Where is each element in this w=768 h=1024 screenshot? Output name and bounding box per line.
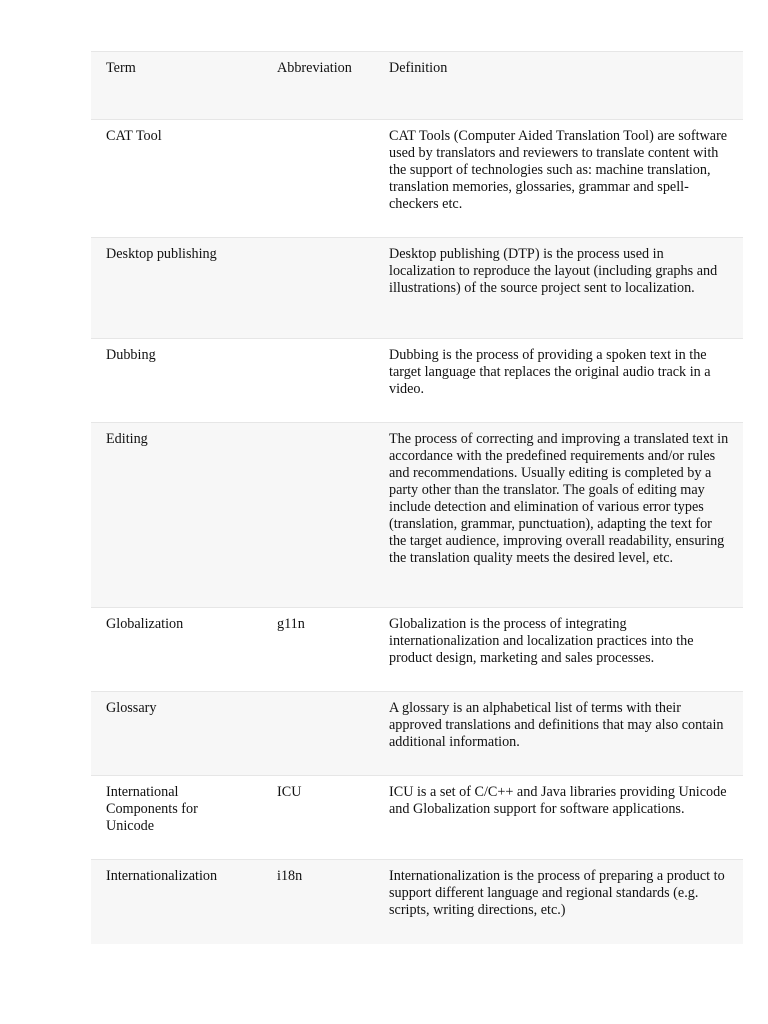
glossary-table (91, 51, 743, 944)
table-row (91, 423, 743, 608)
header-term: Term (106, 60, 136, 76)
header-abbreviation: Abbreviation (277, 60, 352, 76)
abbreviation-cell (262, 339, 374, 423)
term-cell: Glossary (106, 700, 157, 716)
abbreviation-cell (262, 692, 374, 776)
header-definition: Definition (389, 60, 448, 76)
term-cell: Internationalization (106, 868, 218, 884)
table-row (91, 692, 743, 776)
table-header-row (91, 52, 743, 120)
definition-cell: Dubbing is the process of providing a spoken text in the target language that replaces the original audio track in a video. (389, 347, 711, 397)
definition-cell: Desktop publishing (DTP) is the process used in localization to reproduce the layout (including graphs and illustrations) of the source project sent to localization. (389, 246, 718, 296)
abbreviation-cell (262, 120, 374, 238)
definition-cell: ICU is a set of C/C++ and Java libraries providing Unicode and Globalization support for software applications. (389, 784, 727, 817)
table-row (91, 776, 743, 860)
term-cell: Desktop publishing (106, 246, 217, 262)
definition-cell: CAT Tools (Computer Aided Translation Tool) are software used by translators and reviewers to translate content with the support of technologies such as: machine translation, translation memories, glossaries, grammar and spell-checkers etc. (389, 128, 728, 212)
abbreviation-cell: ICU (277, 784, 302, 800)
table-row (91, 608, 743, 692)
definition-cell: Internationalization is the process of preparing a product to support different language and regional standards (e.g. scripts, writing directions, etc.) (389, 868, 725, 918)
table-row (91, 339, 743, 423)
term-cell: Editing (106, 431, 148, 447)
term-cell: Dubbing (106, 347, 156, 363)
table-row (91, 860, 743, 944)
definition-cell: The process of correcting and improving a translated text in accordance with the predefined requirements and/or rules and recommendations. Usually editing is completed by a party other than the translator. The goals of editing may include detection and elimination of various error types (translation, grammar, punctuation), adapting the text for the target audience, improving overall readability, ensuring the translation quality meets the desired level, etc. (389, 431, 729, 566)
term-cell: International Components for Unicode (106, 784, 198, 834)
abbreviation-cell (262, 423, 374, 608)
abbreviation-cell: g11n (277, 616, 305, 632)
table-row (91, 120, 743, 238)
term-cell: CAT Tool (106, 128, 162, 144)
definition-cell: Globalization is the process of integrating internationalization and localization practices into the product design, marketing and sales processes. (389, 616, 694, 666)
abbreviation-cell: i18n (277, 868, 303, 884)
abbreviation-cell (262, 238, 374, 339)
term-cell: Globalization (106, 616, 184, 632)
table-row (91, 238, 743, 339)
definition-cell: A glossary is an alphabetical list of terms with their approved translations and definitions that may also contain additional information. (389, 700, 724, 750)
